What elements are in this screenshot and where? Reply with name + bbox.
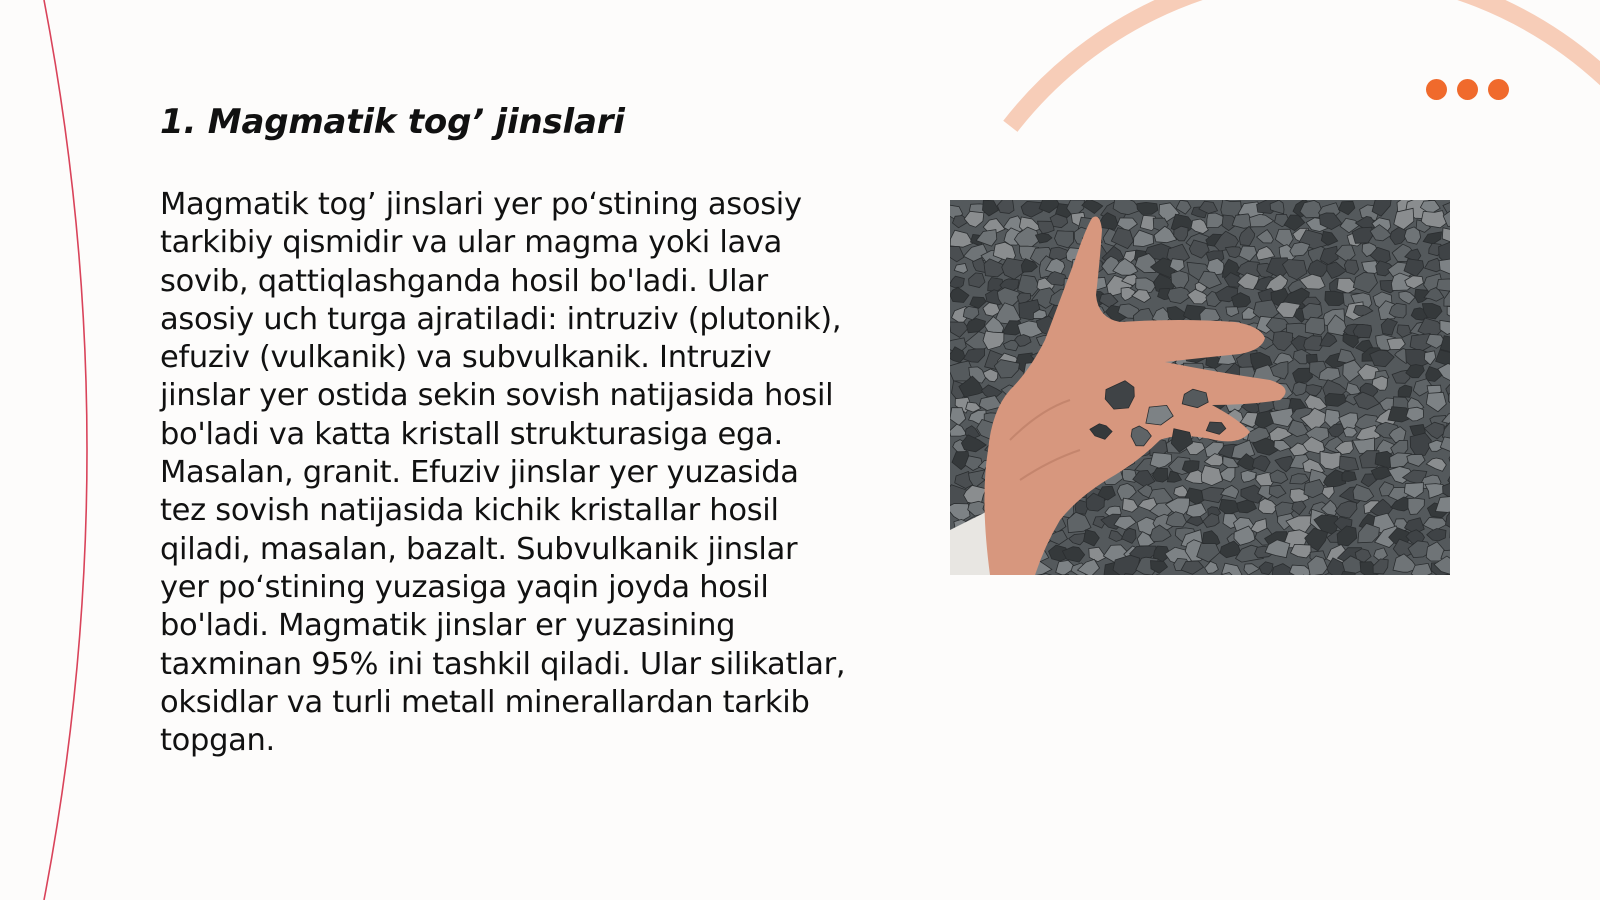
left-red-curve	[44, 0, 87, 900]
rock-photo	[950, 200, 1450, 575]
slide-title: 1. Magmatik tog’ jinslari	[160, 102, 625, 142]
dot-icon	[1426, 79, 1447, 100]
rock-photo-drawing	[950, 200, 1450, 575]
dot-icon	[1488, 79, 1509, 100]
body-paragraph: Magmatik tog’ jinslari yer po‘stining asosiy tarkibiy qismidir va ular magma yoki lava sovib, qattiqlashganda hosil bo'ladi. Ular asosiy uch turga ajratiladi: intruziv (plutonik), efuziv (vulkanik) va subvulkanik. Intruziv jinslar yer ostida sekin sovish natijasida hosil bo'ladi va katta kristall strukturasiga ega. Masalan, granit. Efuziv jinslar yer yuzasida tez sovish natijasida kichik kristallar hosil qiladi, masalan, bazalt. Subvulkanik jinslar yer po‘stining yuzasiga yaqin joyda hosil bo'ladi. Magmatik jinslar er yuzasining taxminan 95% ini tashkil qiladi. Ular silikatlar, oksidlar va turli metall minerallardan tarkib topgan.	[160, 187, 846, 759]
dot-icon	[1457, 79, 1478, 100]
dots-indicator	[1426, 79, 1509, 100]
